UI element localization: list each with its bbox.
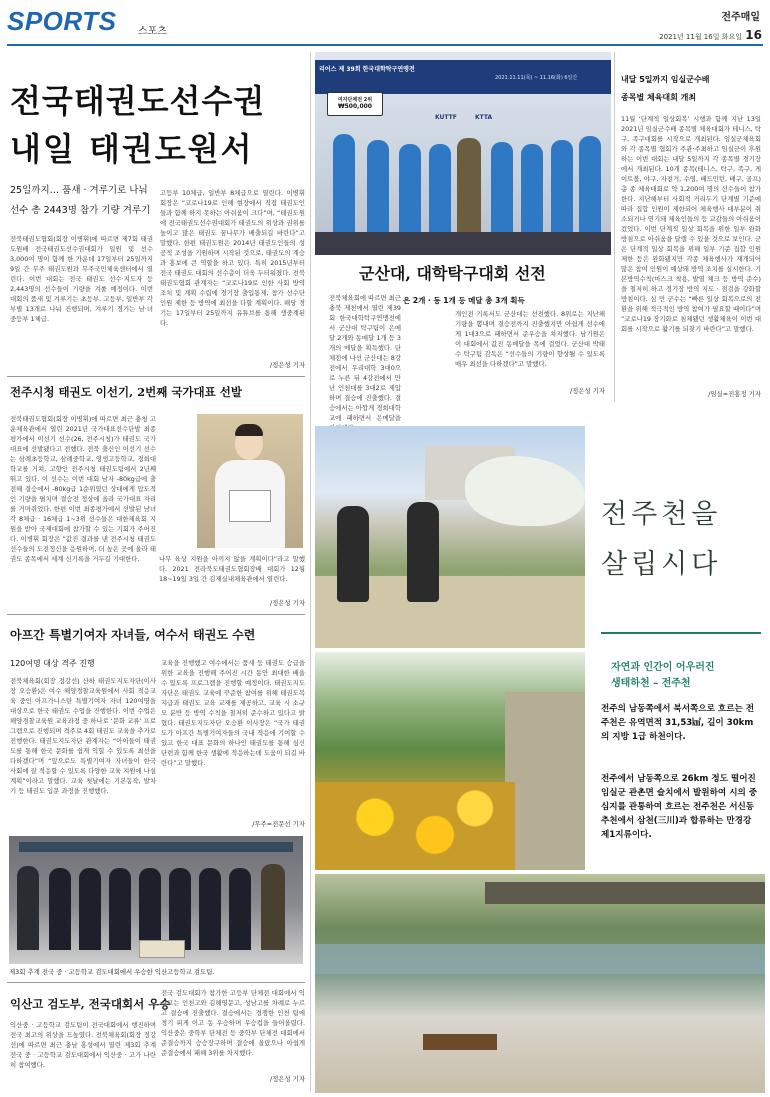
- kendo-body-left: 익산중 · 고등학교 검도팀이 전국대회에서 행진하며 전국 최고의 위상을 드높였다. 전북체육회(회장 정강선)에 따르면 최근 충남 홍성에서 열린 제3회 추계 전국 중 · 고등학교 검도대회에서 익산중 · 고가 나란히 참여했다.: [10, 1021, 156, 1069]
- blossom-trees: [465, 456, 585, 526]
- cyclist-1: [337, 506, 369, 602]
- afghan-headline: 아프간 특별기여자 자녀들, 여수서 태권도 수련: [10, 628, 256, 642]
- kendo-player: [169, 868, 191, 950]
- kendo-player: [139, 868, 161, 950]
- ad-title-box: [585, 426, 765, 648]
- bridge: [485, 882, 765, 904]
- lee-headline: 전주시청 태권도 이선기, 2번째 국가대표 선발: [10, 385, 242, 399]
- lead-byline: /정은성 기자: [269, 361, 305, 369]
- lee-article: [7, 376, 305, 610]
- afghan-body-right: 교육을 진행했고 여수에서는 품새 등 태권도 승급을 위한 교육을 진행해 주어진 시간 동안 최대한 배울 수 있도록 프로그램을 진행할 예정이다. 태권도지도자단은 태권도 교육에 꾸준한 참여를 위해 태권도복 지급과 태권도 교육 교재를 제공하고, 교육 시 소규모 분반 등 방역 수칙을 철저히 준수하고 있다고 밝혔다. 태권도지도자단 오승환 이사장은 “국가 태권도가 아프간 특별기여자들의 국내 적응에 기여할 수 있고 한국 대표 문화의 하나인 태권도를 통해 심신 단련과 함께 한국 생활에 적응하는데 도움이 되길 바란다”고 말했다.: [161, 659, 305, 767]
- jeonju-stream-ad: [315, 426, 765, 1093]
- kendo-team-photo: [9, 836, 303, 964]
- section-title-ko: 스포츠: [138, 26, 167, 37]
- issue-date: 2021년 11월 16일 화요일: [659, 33, 742, 41]
- afghan-body-left: 전북체육회(회장 정강선) 산하 태권도지도자단(이사장 오승환)은 여수 해양경찰교육원에서 사회 적응교육 중인 아프가니스탄 특별기여자 자녀 120여명을 대상으로 한국 태권도 수업을 진행한다. 이번 수업은 해양경찰교육원 교육과정 중 하나로 ‘문화 교류’ 프로그램으로 진행되며 격주로 4회 태권도 교육을 추가로 진행한다. 태권도지도자단 관계자는 “아이들이 태권도를 통해 한국 문화를 쉽게 익힐 수 있도록 최선을 다하겠다”며 “앞으로도 특별기여자 자녀들이 한국 사회에 잘 적응할 수 있도록 다양한 교육 지원에 나설 계획”이라고 말했다. 교육 첫날에는 기본동작, 발차기 등 태권도 입문 과정을 진행했다.: [10, 677, 156, 795]
- kendo-player: [79, 868, 101, 950]
- imsil-byline: /임실=진홍정 기자: [708, 390, 761, 398]
- player-figure: [579, 136, 601, 232]
- prize-sign: [327, 92, 383, 116]
- imsil-body: 11월 ‘단계적 일상회복’ 시행과 함께 지난 13일 2021년 임실군수배 종목별 체육대회가 테니스, 탁구, 족구대회를 시작으로 개최된다. 임실군체육회와 각 종목별 협회가 주관·주최하고 임실군이 후원하는 이번 대회는 내달 5일까지 각 종목별 경기장에서 개최된다. 10개 종목(테니스, 탁구, 족구, 게이트볼, 야구, 자전거, 수영, 배드민턴, 배구, 골프) 총 종 체육대회로 약 1,200여 명의 선수들이 참가한다. 지난해부터 사회적 거리두기 단계별 기준에 따라 집합 인원이 제한되어 체육행사 대부분이 취소되거나 연기돼 체육인들의 등 교감들의 아쉬움이 컸었다. 이번 단계적 일상 회복을 위한 일부 완화 방침으로 아쉬움을 달랠 수 있을 것으로 보인다. 군은 단계적 일상 회복을 위해 일부 기준 집합 인원 제한 등은 완화됐지만 각종 체육행사가 재개되어 많은 참여 인원이 예상돼 방역 조치를 실시한다. 기본방역수칙(마스크 착용, 발열 체크 등 방역 준수)을 철저히 하고 경기장 방역 지도 · 점검을 강화할 방침이다. 심 민 군수는 “빠른 일상 회복으로의 전환을 위해 적극적인 방역 참여가 필요할 때이다”며 “코로나19 장기화로 침체됐던 생활체육이 이번 대회를 시작으로 활기를 되찾기 바란다”고 말했다.: [621, 115, 761, 333]
- section-title-en: SPORTS: [7, 6, 117, 36]
- afghan-byline: /무주=전문선 기자: [252, 820, 305, 828]
- player-figure: [333, 134, 355, 232]
- sponsor-logo-1: KUTTF: [435, 114, 457, 121]
- kendo-coach: [261, 864, 285, 950]
- kendo-body-right: 전국 검도대회가 참가한 고등부 단체전 대회에서 익산고는 인천고와 김해영문고, 성남고를 차례로 누르고 결승에 진출했다. 결승에서는 경쟁한 인천 팀에 경기 피게 이고 동 우승하며 우승컵을 들어올렸다. 익산중은 중학부 단체전 등 중학부 단체전 대회에서 준결승까지 승승장구하며 결승에 올랐으나 아쉽게 준결승에서 패해 3위를 차지했다.: [161, 989, 305, 1057]
- paper-name: 전주매일: [721, 12, 760, 23]
- header-rule: [7, 44, 763, 46]
- ad-title-line2: 살립시다: [601, 549, 722, 580]
- lead-body-col1: 전북태권도협회(회장 이병휘)에 따르면 제7회 태권도원배 전국태권도선수권대회가 일원 및 선수 3,000여 명이 함께 한 가운데 17일부터 25일까지 9일 간 무주 태권도원과 무주국민체육센터에서 열린다. 이번 대회는 전국 태권도 선수·지도자 등 2,443명의 선수들이 기량을 겨룰 예정이다. 이번 대회의 품새 및 겨루기는 초등부, 고등부, 일반부 각 부별 13개로 나눠 진행되며, 겨루기 경기는 남·녀 중등부 1체급.: [10, 235, 153, 323]
- lee-body-left: 전북태권도협회(회장 이병휘)에 따르면 최근 충청 고운체육관에서 열린 2021년 국가대표선수단발 최종평가에서 이선기 선수(26, 전주시청)가 태권도 국가대표에 선발됐다고 전했다. 전북 출신인 이선기 선수는 삼례초등학교, 삼례중학교, 영생고등학교, 경희대학교를 거쳐, 고향인 전주시청 태권도팀에서 2년째 뛰고 있다. 이 선수는 이번 대회 남자 -80kg급에 출전해 결승에서 -80kg급 1순위였던 상대에게 압도적인 기량을 펼치며 결승전 정상에 올라 국가대표 자리를 거머쥐었다. 한편 이번 최종평가에서 선발된 남녀 각 8체급 · 16체급 1~3위 선수들은 대한체육회 지원을 받아 국제대회에 참가할 수 있는 기회가 주어진다. 이병휘 회장은 “값진 결과를 낸 전주시청 태권도 선수들의 도전정신을 응원하며, 더 높은 곳에 올라 태권도 종목에서 세계 신기록을 거두길 기대한다.: [10, 415, 156, 563]
- player-figure: [491, 142, 513, 232]
- kendo-player: [109, 868, 131, 950]
- univ-headline: 군산대, 대학탁구대회 선전: [359, 264, 546, 283]
- lead-subhead-2: 선수 총 2443명 참가 기량 겨루기: [10, 205, 151, 216]
- ad-para-1: 전주의 남동쪽에서 북서쪽으로 흐르는 전주천은 유역면적 31,53㎢, 길이 30km의 지방 1급 하천이다.: [601, 704, 755, 742]
- univ-body-col1: 전북체육회에 따르면 최근 충북 제천에서 열린 제39회 한국대학탁구연맹전에서 군산대 탁구팀이 은메달 2개와 동메달 1개 등 3개의 메달을 획득했다. 단체전에 나선 군산대는 8강전에서 우리대학 3대0으로 누른 뒤 4강전에서 만난 인천대를 3대2로 제압하며 결승에 진출했다. 결승에서는 아깝게 경희대학교에 패하면서 은메달을: [329, 294, 401, 422]
- lee-body-right: 나무 육상 지원을 아끼지 않을 계획이다”라고 말했다. 2021 전라북도태권도협회장배 대회가 12월 18~19일 3일 간 김제실내체육관에서 열린다.: [159, 555, 305, 583]
- imsil-article: [618, 52, 763, 402]
- univ-team-photo: [315, 52, 611, 255]
- imsil-subhead-2: 종목별 체육대회 개최: [621, 93, 697, 102]
- lead-body-col2: 고등부 10체급, 일반부 8체급으로 열린다. 이병휘 회장은 “코로나19로 인해 현장에서 직접 태권도인들과 함께 하지 못하는 아쉬움이 크다”며, “태권도원에 전국태권도선수권대회가 태권도의 위상과 권위를 높이고 많은 태권도 꿈나무가 배출되길 바란다”고 말했다. 한편 태권도원은 2014년 태권도인들의 성공적 조성을 기원하며 시작된 것으로, 태권도의 계승과 홍보에 큰 역할을 하고 있다. 특히 2015년부터 전국 태권도 대회의 선수층이 더욱 두터워졌다. 전북태권도협회 관계자는 “코로나19로 인한 사회 방역 조치 및 계획 수립에 경기장 출입통제, 참가 선수단 인원 제한 등 방역에 최선을 다할 계획이다. 해당 경기는 17일부터 25일까지 유튜브를 통해 생중계된다.: [160, 189, 305, 327]
- kendo-player: [199, 868, 221, 950]
- lead-headline-1: 전국태권도선수권: [10, 82, 266, 120]
- coach-figure: [457, 138, 481, 234]
- prize-sign-line1: 여자단체전 2위: [337, 97, 373, 103]
- ad-title-line1: 전주천을: [601, 499, 722, 530]
- lee-hair: [235, 424, 263, 436]
- univ-article: [315, 255, 611, 422]
- ad-text-box: [593, 652, 765, 870]
- lee-byline: /정은성 기자: [269, 599, 305, 607]
- ad-subtitle-2: 생태하천 – 전주천: [611, 678, 691, 689]
- lee-rule-top: [7, 376, 305, 377]
- afghan-rule-top: [7, 614, 305, 615]
- lead-headline-2: 내일 태권도원서: [10, 130, 254, 168]
- lee-certificate: [229, 490, 271, 522]
- player-figure: [551, 140, 573, 232]
- flowers-photo: [315, 652, 585, 870]
- floor: [315, 232, 611, 255]
- water: [315, 944, 765, 974]
- lee-portrait-photo: [197, 414, 303, 548]
- univ-byline: /정은성 기자: [569, 387, 605, 395]
- flower-path: [505, 692, 585, 870]
- event-banner-text: 리어스 제 39회 한국대학탁구연맹전: [319, 66, 415, 73]
- kendo-headline: 익산고 검도부, 전국대회서 우승: [10, 997, 171, 1011]
- kendo-rule-top: [7, 982, 305, 983]
- event-banner-sub: 2021.11.11(목) ~ 11.16(화) 6일간: [495, 75, 578, 81]
- kendo-byline: /정은성 기자: [269, 1075, 305, 1083]
- kendo-article: [7, 982, 305, 1092]
- ad-para-2: 전주에서 남동쪽으로 26km 정도 떨어진 임실군 관촌면 슬치에서 발원하여 시의 중심지를 관통하여 흐르는 전주천은 서신동 추천에서 삼천(三川)과 합류하는 만경강 제1지류이다.: [601, 774, 758, 840]
- player-figure: [521, 144, 543, 232]
- kendo-caption: 제3회 추계 전국 중 · 고등학교 검도대회에서 우승한 익산고등학교 검도팀.: [9, 968, 215, 976]
- stream-photo: [315, 874, 765, 1093]
- afghan-subhead: 120여명 대상 격주 진행: [10, 659, 95, 668]
- ad-subtitle-1: 자연과 인간이 어우러진: [611, 662, 715, 673]
- kendo-player: [229, 868, 251, 950]
- cyclist-2: [407, 502, 439, 602]
- page-number: 16: [745, 28, 762, 42]
- kendo-person: [17, 866, 39, 950]
- kendo-player: [49, 868, 71, 950]
- univ-body-col2: 개인전 기록서도 군산대는 선전했다. 8위로는 지난해 기량을 뽐내며 결승전까지 진출했지만 아쉽게 선수에게 1대3으로 패하면서 준우승을 차지했다. 남기원은 이 대회에서 값진 동메달을 목에 걸었다. 군산대 박태수 탁구팀 감독은 “선수들의 기량이 향상될 수 있도록 매우 최선을 다하겠다”고 말했다.: [455, 310, 605, 368]
- univ-lead: 은 2개 · 동 1개 등 메달 총 3개 획득: [403, 296, 525, 305]
- page-header: [0, 0, 770, 46]
- kendo-trophy: [139, 940, 185, 958]
- player-figure: [367, 140, 389, 232]
- cyclists-photo: [315, 426, 585, 648]
- bench: [423, 1034, 497, 1050]
- lead-article: [7, 52, 305, 370]
- lead-subhead-1: 25일까지… 품새 · 겨루기로 나눠: [10, 185, 148, 196]
- afghan-article: [7, 614, 305, 832]
- column-rule: [310, 52, 311, 1092]
- kendo-banner: [19, 842, 293, 852]
- player-figure: [429, 144, 451, 232]
- player-figure: [399, 144, 421, 232]
- imsil-subhead-1: 내달 5일까지 임실군수배: [621, 75, 710, 84]
- ad-title-rule: [601, 632, 761, 634]
- column-rule: [614, 52, 615, 402]
- sponsor-logo-2: KTTA: [475, 114, 493, 121]
- flowers-cluster: [315, 782, 515, 870]
- prize-sign-line2: ₩500,000: [338, 103, 372, 110]
